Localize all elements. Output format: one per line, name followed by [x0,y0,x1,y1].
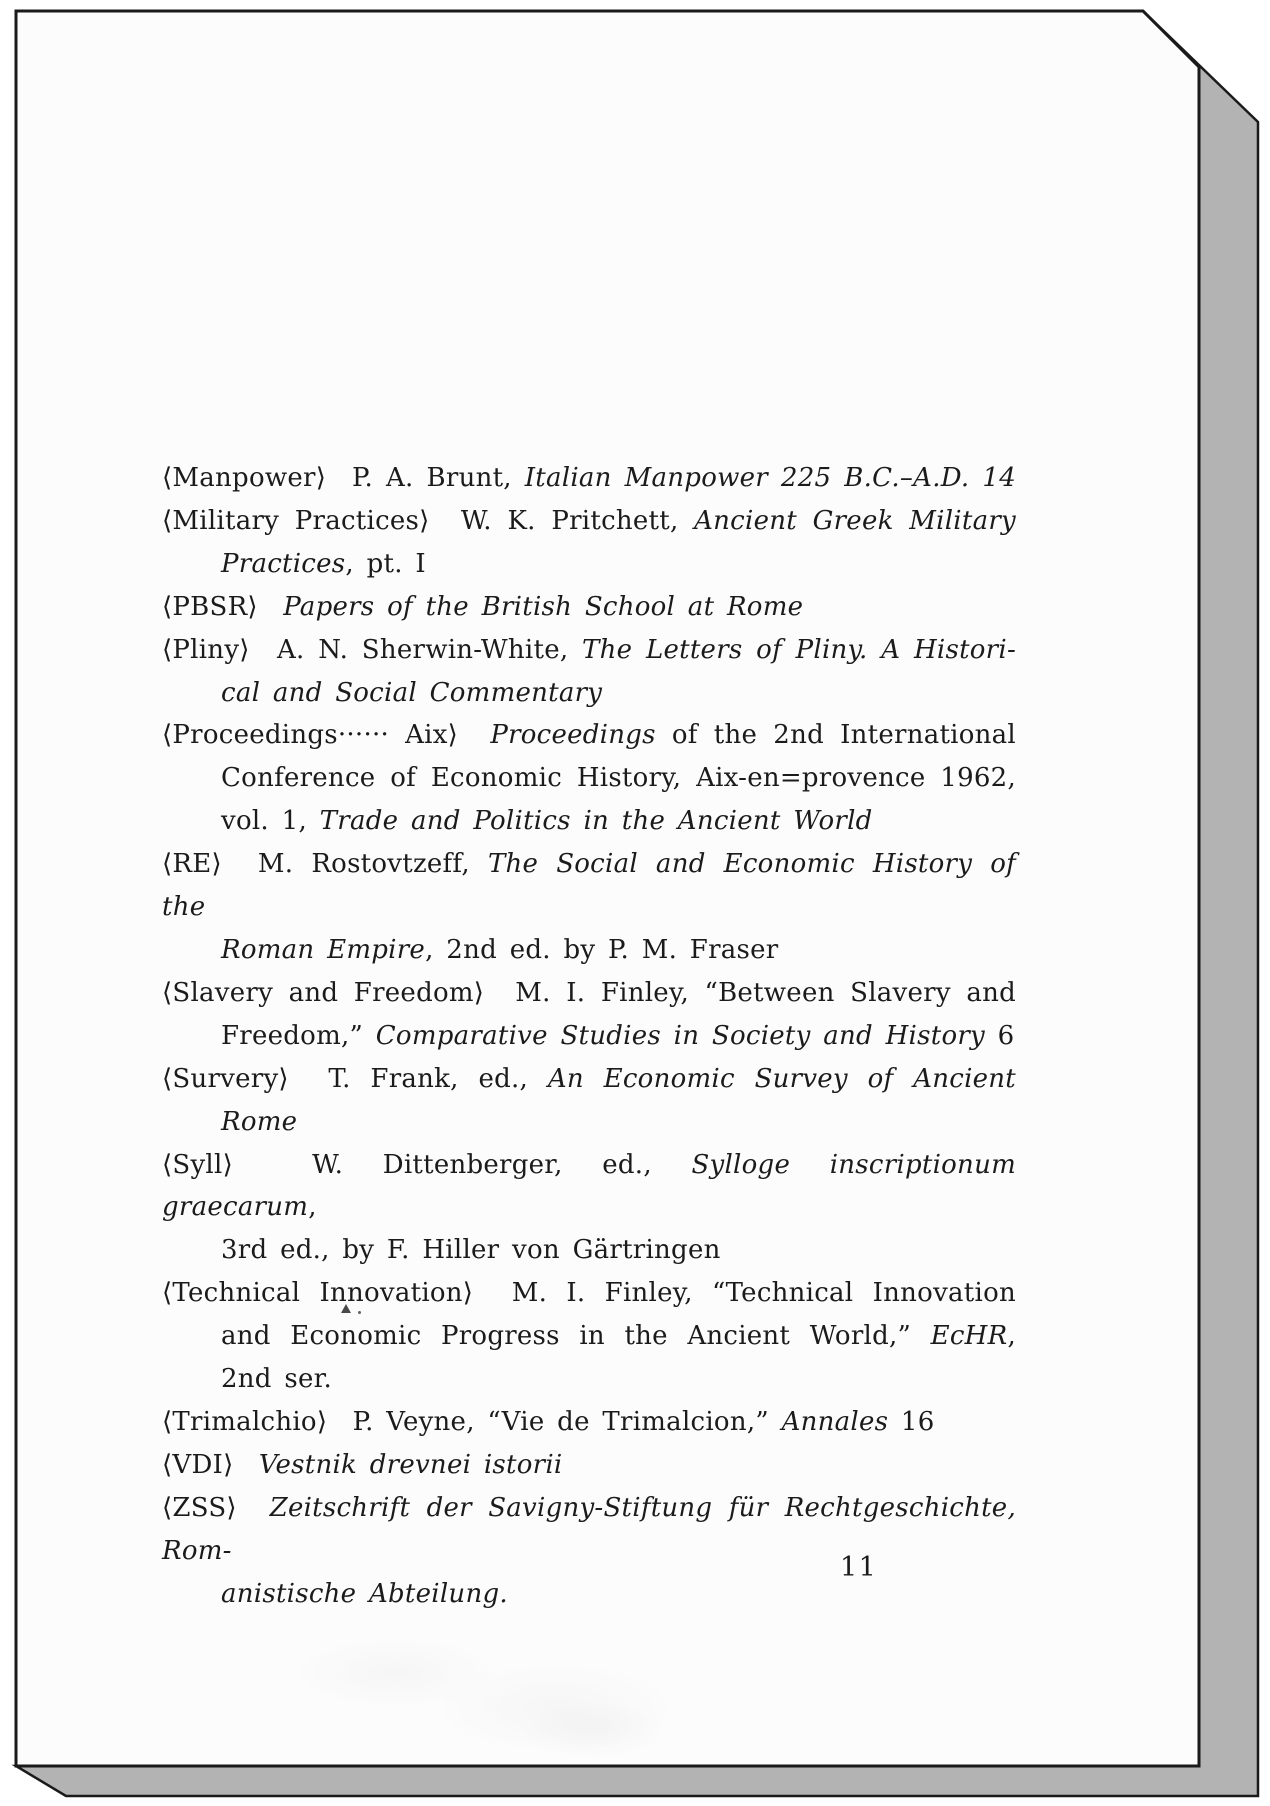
entry-segment-italic: Zeitschrift der Savigny-Stiftung für Rechtgeschichte, Rom- [162,1492,1016,1566]
entry-segment: ⟨PBSR⟩ [162,591,284,622]
entry-segment-italic: Annales [781,1406,889,1437]
entry-segment-italic: Ancient Greek Military [694,505,1016,536]
entry-segment-italic: Practices [221,548,346,579]
entry-segment-italic: Roman Empire [221,934,426,965]
print-artifact-dot [358,1311,361,1314]
entry-line [162,929,1016,972]
entry-segment: , pt. I [345,548,426,579]
entry-segment: 2nd ser. [221,1364,333,1395]
entry-line [162,1144,1016,1230]
entry-line [162,1315,1016,1358]
entry-segment: ⟨Syll⟩ W. Dittenberger, ed., [162,1149,692,1180]
entry-segment-italic: Vestnik drevnei istorii [258,1449,563,1480]
entry-line [162,672,1016,715]
entry-line [162,500,1016,543]
entry-segment: ⟨ZSS⟩ [162,1492,270,1523]
entry-segment: ⟨Proceedings······ Aix⟩ [162,720,491,751]
entry-segment: ⟨Technical Innovation⟩ M. I. Finley, “Technical Innovation [162,1278,1016,1309]
entry-line [162,1487,1016,1573]
entry-segment-italic: Papers of the British School at Rome [283,591,804,622]
entry-line [162,1015,1016,1058]
entry-segment-italic: The Letters of Pliny. A Histori- [582,634,1016,665]
entry-line [162,586,1016,629]
entry-segment-italic: Italian Manpower 225 B.C.–A.D. 14 [524,463,1016,493]
entry-segment: Freedom,” [221,1020,376,1051]
entry-segment: ⟨Pliny⟩ A. N. Sherwin-White, [162,634,583,665]
entry-segment: 6 [985,1020,1015,1051]
entry-segment: 16 [888,1406,935,1437]
entry-segment: ⟨Manpower⟩ P. A. Brunt, [162,463,525,493]
entry-line [162,1573,1016,1616]
entry-line [162,457,1016,500]
entry-line [162,1101,1016,1144]
entry-segment: , [1007,1321,1016,1352]
entry-line [162,1401,1016,1444]
entry-segment: ⟨Slavery and Freedom⟩ M. I. Finley, “Between Slavery and [162,977,1016,1008]
entry-line [162,1058,1016,1101]
entry-line [162,843,1016,929]
entry-segment: 3rd ed., by F. Hiller von Gärtringen [221,1235,721,1266]
entry-line [162,1358,1016,1401]
entry-segment: ⟨RE⟩ M. Rostovtzeff, [162,849,488,880]
abbreviation-list [162,457,1016,1615]
entry-segment: ⟨Survery⟩ T. Frank, ed., [162,1063,548,1094]
entry-line [162,800,1016,843]
entry-line [162,1229,1016,1272]
entry-line [162,1444,1016,1487]
entry-segment-italic: Comparative Studies in Society and History [375,1020,985,1051]
entry-line [162,1272,1016,1315]
entry-segment-italic: Rome [221,1106,298,1137]
entry-line [162,629,1016,672]
entry-segment-italic: Proceedings [490,720,656,751]
entry-line [162,714,1016,757]
entry-segment: , [308,1192,317,1223]
entry-segment: ⟨Military Practices⟩ W. K. Pritchett, [162,505,695,536]
entry-segment-italic: Sylloge inscriptionum graecarum [162,1149,1016,1223]
entry-segment-italic: An Economic Survey of Ancient [547,1063,1016,1094]
page-number: 11 [840,1552,878,1583]
entry-segment: ⟨VDI⟩ [162,1449,259,1480]
entry-line [162,972,1016,1015]
entry-segment-italic: Trade and Politics in the Ancient World [319,806,873,837]
entry-segment-italic: The Social and Economic History of the [162,849,1016,923]
entry-segment: vol. 1, [221,806,320,837]
entry-segment: and Economic Progress in the Ancient World,” [221,1321,931,1352]
entry-segment-italic: cal and Social Commentary [221,677,603,708]
entry-segment: of the 2nd International [655,720,1016,751]
entry-segment-italic: anistische Abteilung. [221,1578,508,1609]
entry-segment-italic: EcHR [930,1321,1008,1352]
entry-segment: , 2nd ed. by P. M. Fraser [425,934,779,965]
print-artifact-triangle [341,1304,351,1313]
entry-segment: ⟨Trimalchio⟩ P. Veyne, “Vie de Trimalcion,” [162,1406,782,1437]
entry-line [162,543,1016,586]
entry-segment: Conference of Economic History, Aix-en=provence 1962, [221,763,1016,794]
entry-line [162,757,1016,800]
